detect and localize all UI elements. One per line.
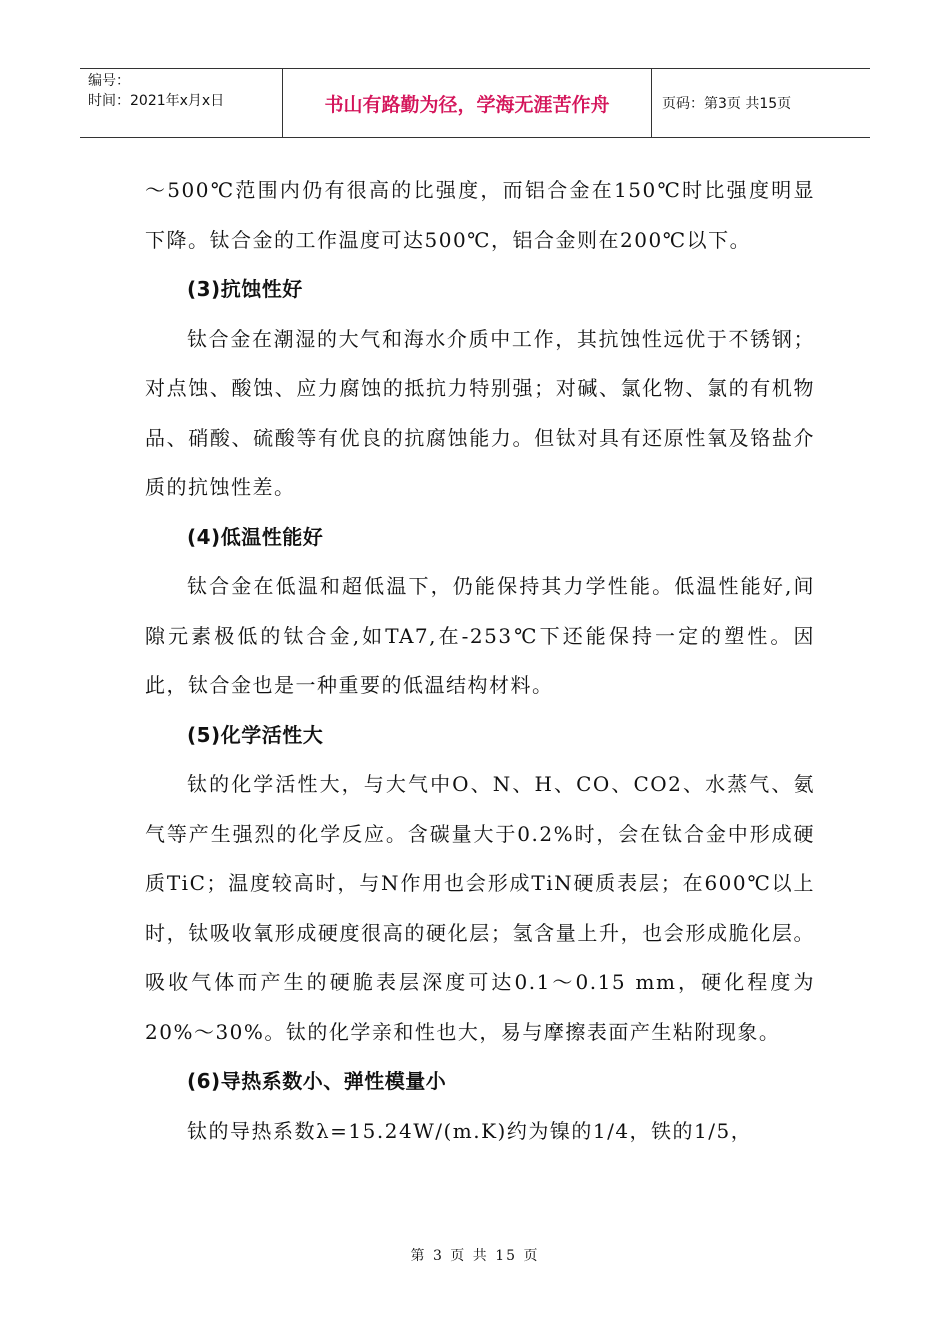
header-table (80, 68, 870, 138)
paragraph-strength: ～500℃范围内仍有很高的比强度，而铝合金在150℃时比强度明显下降。钛合金的工作温度可达500℃，铝合金则在200℃以下。 (145, 178, 815, 252)
page-footer: 第 3 页 共 15 页 (410, 1248, 540, 1264)
paragraph-chemical-activity: 钛的化学活性大，与大气中O、N、H、CO、CO2、水蒸气、氨气等产生强烈的化学反应。含碳量大于0.2%时，会在钛合金中形成硬质TiC；温度较高时，与N作用也会形成TiN硬质表层；在600℃以上时，钛吸收氧形成硬度很高的硬化层；氢含量上升，也会形成脆化层。吸收气体而产生的硬脆表层深度可达0.1～0.15 mm，硬化程度为20%～30%。钛的化学亲和性也大，易与摩擦表面产生粘附现象。 (145, 772, 815, 1044)
heading-chemical-activity: (5)化学活性大 (187, 722, 324, 747)
header-page-info: 页码：第3页 共15页 (662, 96, 792, 112)
paragraph-thermal-conductivity: 钛的导热系数λ=15.24W/(m.K)约为镍的1/4，铁的1/5， (187, 1118, 753, 1143)
paragraph-corrosion: 钛合金在潮湿的大气和海水介质中工作，其抗蚀性远优于不锈钢；对点蚀、酸蚀、应力腐蚀的抵抗力特别强；对碱、氯化物、氯的有机物品、硝酸、硫酸等有优良的抗腐蚀能力。但钛对具有还原性氧及铬盐介质的抗蚀性差。 (145, 326, 815, 499)
time-label: 时间：2021年x月x日 (88, 93, 225, 109)
header-motto: 书山有路勤为径，学海无涯苦作舟 (283, 69, 652, 137)
heading-low-temperature: (4)低温性能好 (187, 524, 324, 549)
paragraph-low-temperature: 钛合金在低温和超低温下，仍能保持其力学性能。低温性能好,间隙元素极低的钛合金,如TA7,在-253℃下还能保持一定的塑性。因此，钛合金也是一种重要的低温结构材料。 (145, 574, 815, 697)
heading-corrosion: (3)抗蚀性好 (187, 277, 303, 301)
number-label: 编号： (88, 73, 130, 89)
document-body (145, 166, 815, 1156)
header-meta (80, 69, 283, 137)
heading-thermal-conductivity: (6)导热系数小、弹性模量小 (187, 1069, 447, 1093)
